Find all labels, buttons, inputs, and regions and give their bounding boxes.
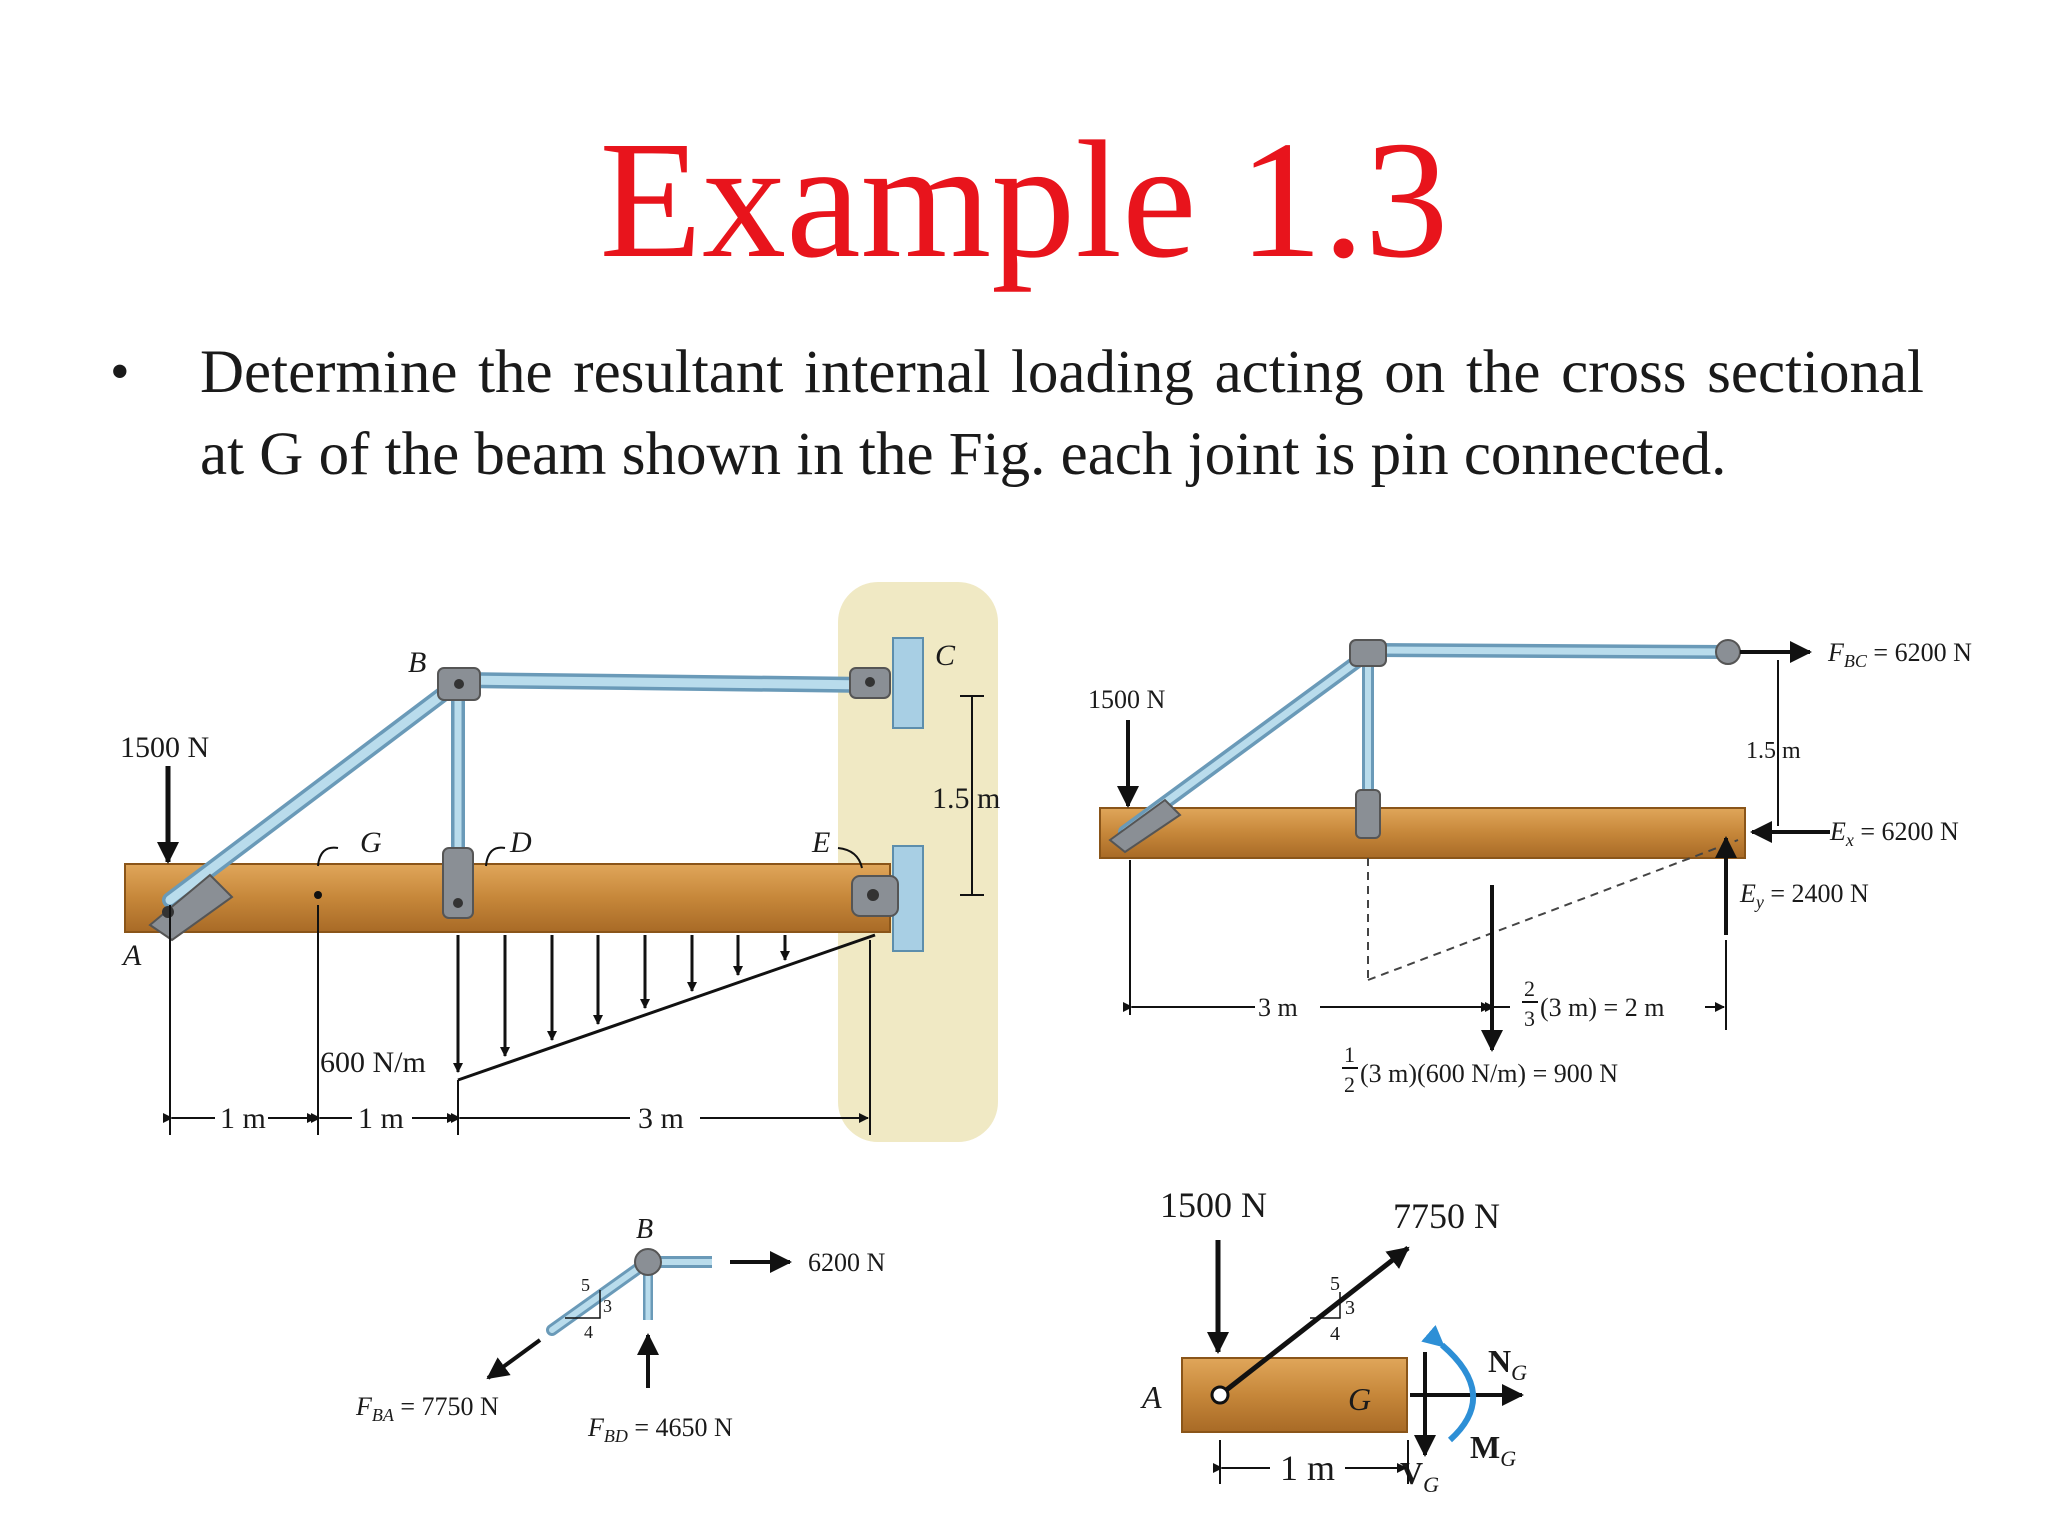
label-a: A [123, 939, 142, 972]
label-b: B [408, 646, 427, 679]
figure-joint [355, 1214, 886, 1446]
bullet-marker: • [110, 341, 130, 403]
fbd-beam [1100, 808, 1745, 858]
figure-section [1140, 1185, 1527, 1497]
fbd-dim-height-label: 1.5 m [1746, 738, 1801, 764]
fbd-fbc-label: $F_{BC} = 6200$ N [1828, 638, 1972, 671]
section-force-label: 7750 N [1393, 1196, 1500, 1236]
label-c: C [935, 639, 956, 672]
fbd-frac-2b: 2 [1344, 1072, 1355, 1097]
section-num3: 3 [1345, 1297, 1355, 1319]
problem-statement: Determine the resultant internal loading acting on the cross sectional at G of the beam shown in the Fig. each joint is pin connected. [200, 339, 1924, 488]
dist-load-label: 600 N/m [320, 1046, 426, 1079]
fbd-ex-label: $E_x = 6200$ N [1830, 817, 1959, 850]
fbd-load-label: 1500 N [1088, 685, 1166, 714]
section-label-g: G [1348, 1381, 1372, 1417]
section-ng-label: $N_G$ [1488, 1343, 1527, 1385]
fbd-load-triangle [1368, 840, 1738, 980]
joint-num3: 3 [603, 1296, 612, 1316]
section-dim-label: 1 m [1280, 1448, 1336, 1488]
section-load-label: 1500 N [1160, 1185, 1267, 1225]
section-num4: 4 [1330, 1323, 1340, 1345]
point-g [314, 891, 322, 899]
label-e: E [812, 826, 831, 859]
joint-num5: 5 [581, 1275, 590, 1295]
fbd-resultant-label: (3 m)(600 N/m) = 900 N [1360, 1059, 1619, 1088]
joint-fba-arrow [488, 1340, 540, 1378]
fbd-frac-2: 2 [1524, 976, 1535, 1001]
dim2-label: 1 m [358, 1102, 404, 1135]
figure-main [120, 582, 1000, 1142]
section-mg-label: $M_G$ [1470, 1429, 1517, 1471]
figure-fbd [1088, 638, 1972, 1097]
label-g: G [360, 826, 382, 859]
joint-fba-label: $F_{BA} = 7750$ N [356, 1392, 499, 1425]
joint-num4: 4 [584, 1322, 593, 1342]
fbd-frac-1: 1 [1344, 1042, 1355, 1067]
distributed-load [458, 935, 875, 1080]
bracket-c [893, 638, 923, 728]
joint-b-label: B [636, 1214, 654, 1245]
slide-title: Example 1.3 [599, 107, 1449, 293]
dim3-label: 3 m [638, 1102, 684, 1135]
dim1-label: 1 m [220, 1102, 266, 1135]
section-mg-arc [1442, 1345, 1473, 1440]
fbd-frac-3: 3 [1524, 1006, 1535, 1031]
fbd-ey-label: $E_y = 2400$ N [1740, 879, 1869, 912]
fbd-dim-3m-label: 3 m [1258, 993, 1298, 1022]
joint-force-right-label: 6200 N [808, 1248, 886, 1277]
dim-horizontal-main [170, 905, 870, 1135]
load-label-main: 1500 N [120, 731, 210, 764]
section-vg-label: $V_G$ [1400, 1455, 1439, 1497]
label-d: D [510, 826, 532, 859]
fbd-dim-23-label: (3 m) = 2 m [1540, 993, 1665, 1022]
beam [125, 864, 890, 932]
joint-fbd-label: $F_{BD} = 4650$ N [588, 1413, 733, 1446]
section-num5: 5 [1330, 1273, 1340, 1295]
section-label-a: A [1142, 1379, 1162, 1415]
dim-height-main-label: 1.5 m [932, 782, 1001, 815]
